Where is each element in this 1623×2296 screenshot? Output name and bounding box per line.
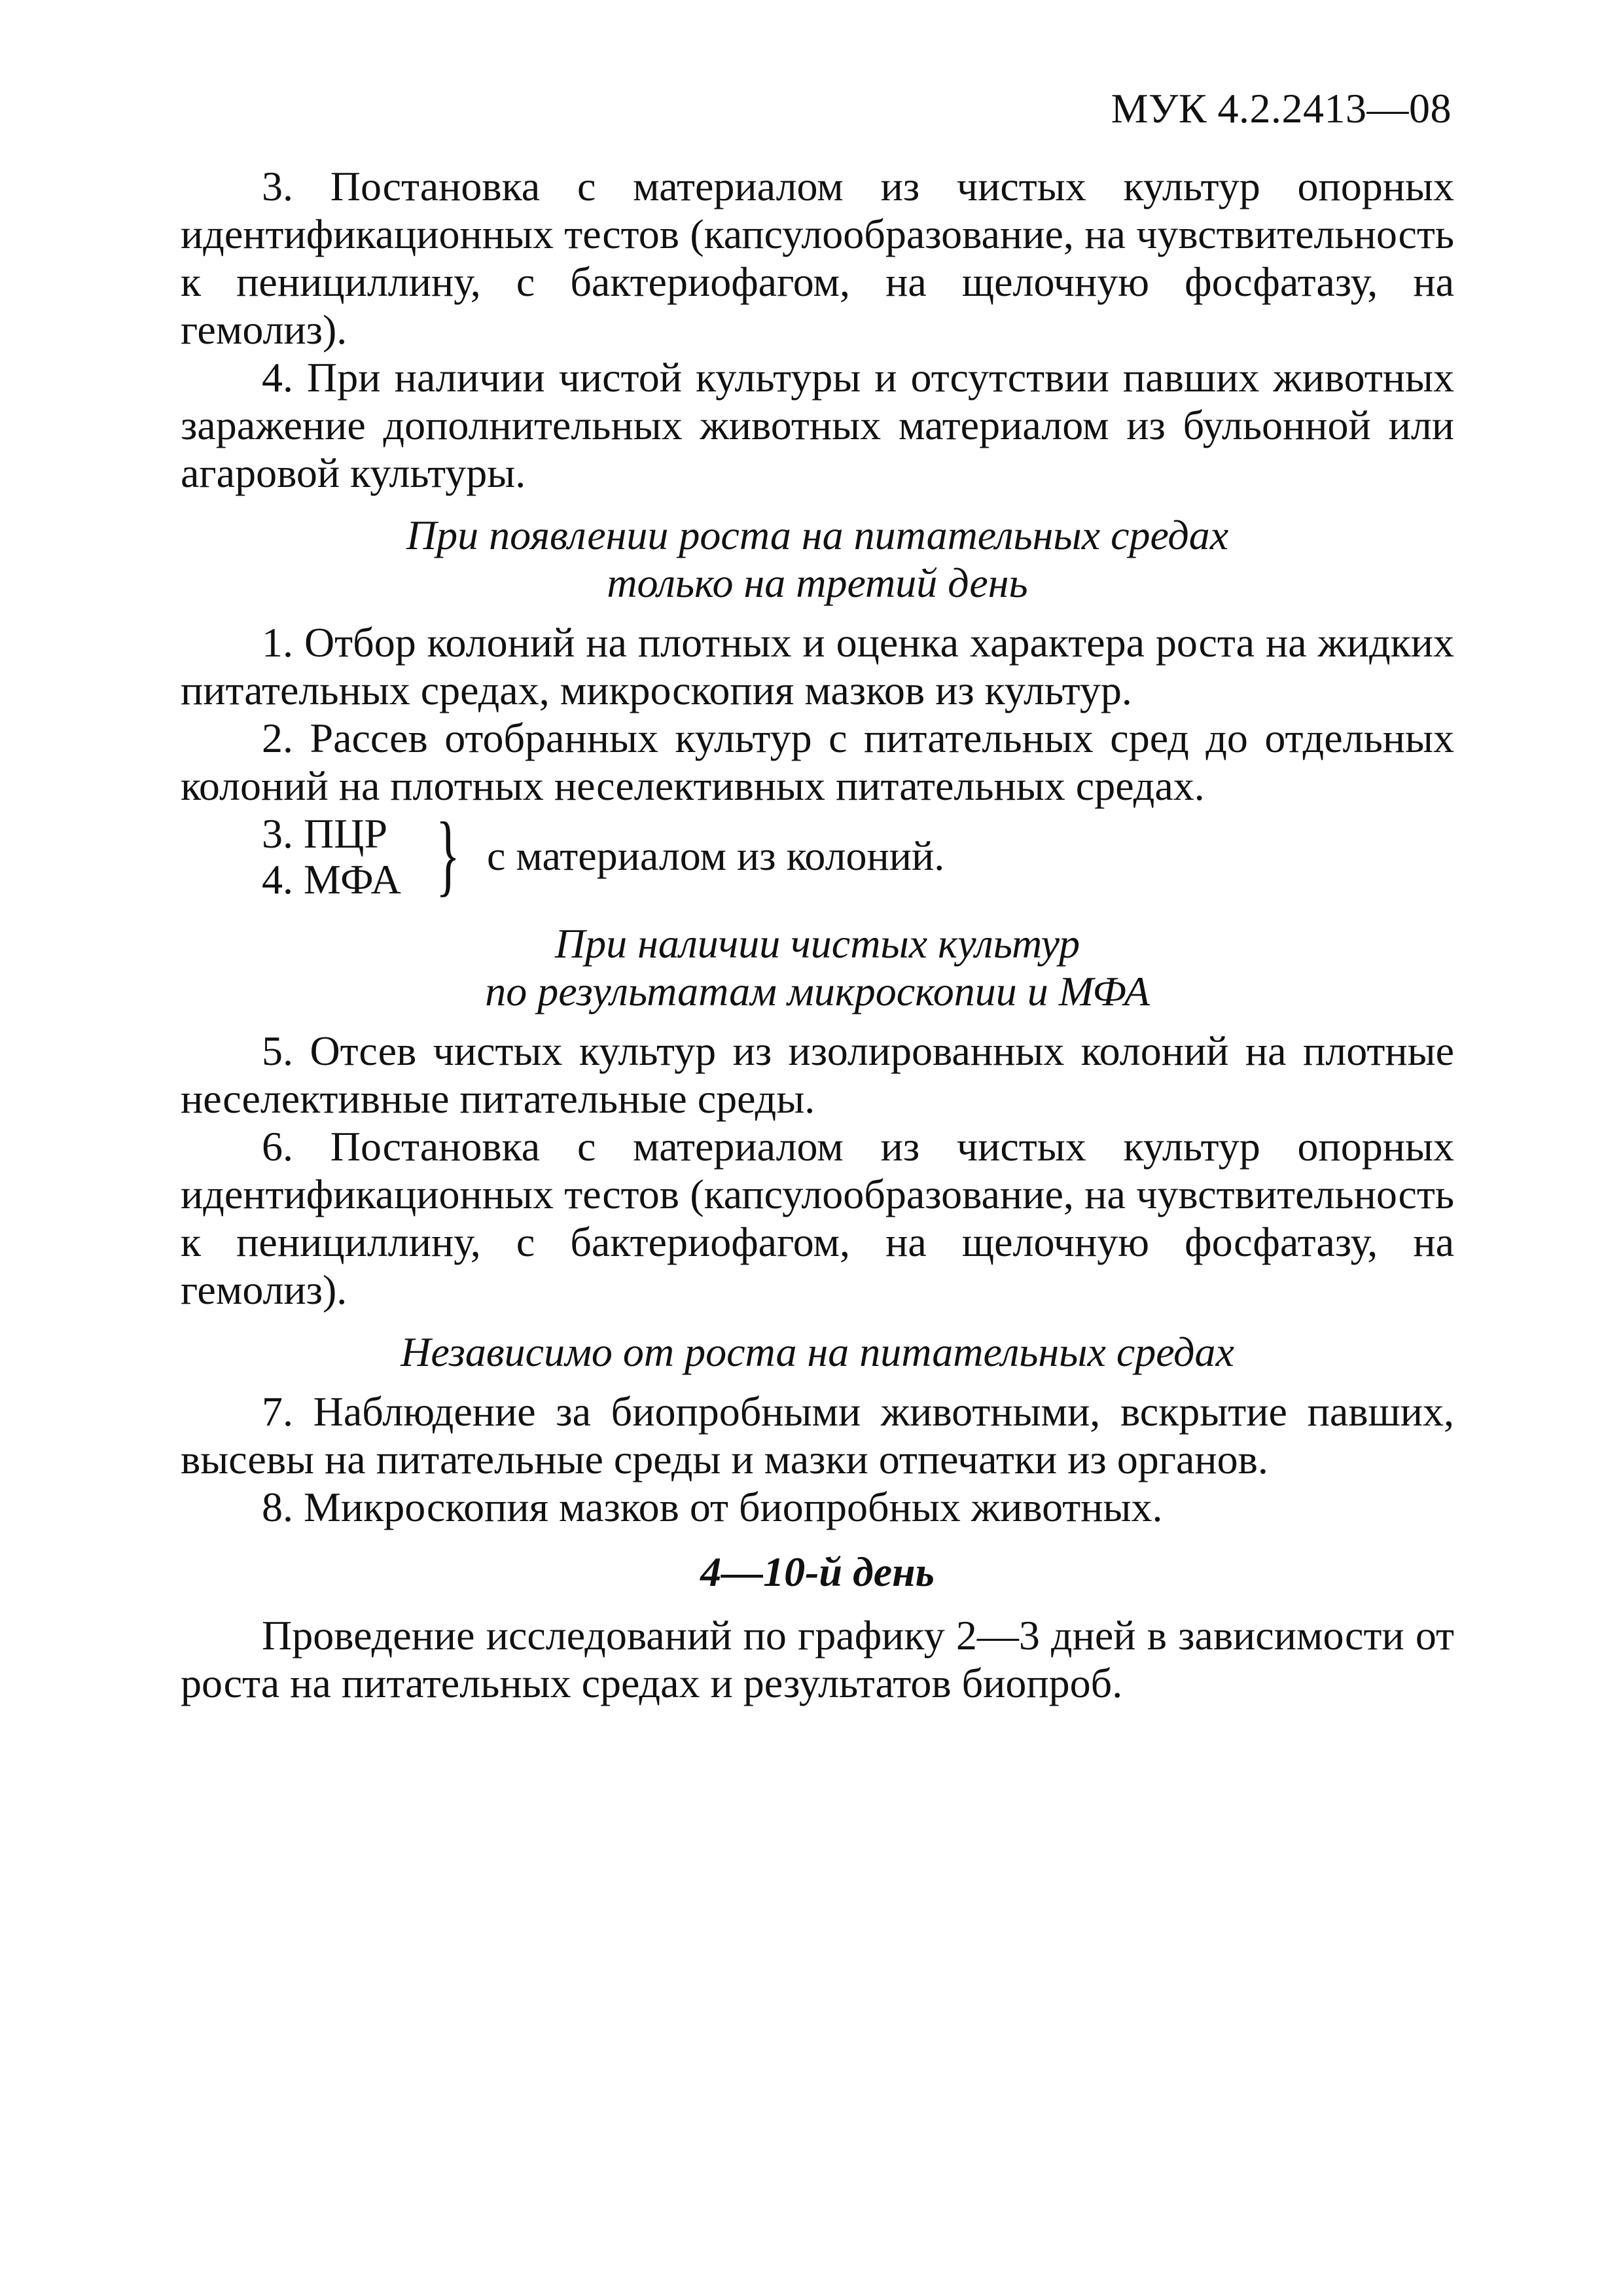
heading-line: только на третий день: [607, 560, 1028, 606]
heading-line: по результатам микроскопии и МФА: [485, 968, 1150, 1014]
heading-line: При появлении роста на питательных средах: [406, 512, 1229, 558]
brace-note: с материалом из колоний.: [487, 833, 945, 879]
list-item-2: 2. Рассев отобранных культур с питательных сред до отдельных колоний на плотных неселективных питательных средах.: [181, 715, 1454, 809]
curly-brace: }: [436, 804, 460, 905]
brace-group: [262, 804, 1454, 905]
paragraph: Проведение исследований по графику 2—3 дней в зависимости от роста на питательных средах и результатов биопроб.: [181, 1612, 1454, 1706]
list-item-4: 4. При наличии чистой культуры и отсутствии павших животных заражение дополнительных животных материалом из бульонной или агаровой культуры.: [181, 354, 1454, 496]
list-item-6: 6. Постановка с материалом из чистых культур опорных идентификационных тестов (капсулообразование, на чувствительность к пенициллину, с бактериофагом, на щелочную фосфатазу, на гемолиз).: [181, 1123, 1454, 1313]
document-code: МУК 4.2.2413—08: [1111, 85, 1452, 132]
list-item-mfa: 4. МФА: [262, 856, 401, 903]
heading-line: Независимо от роста на питательных средах: [401, 1329, 1234, 1375]
list-item-8: 8. Микроскопия мазков от биопробных животных.: [262, 1484, 1163, 1530]
section-heading-pure-cultures: [181, 920, 1454, 1015]
section-heading-independent: [181, 1328, 1454, 1376]
list-item-5: 5. Отсев чистых культур из изолированных колоний на плотные неселективные питательные среды.: [181, 1028, 1454, 1122]
section-heading-third-day: [181, 511, 1454, 607]
day-heading: 4—10-й день: [700, 1549, 935, 1595]
heading-line: При наличии чистых культур: [554, 920, 1080, 967]
document-body: [181, 162, 1454, 1707]
list-item-3: 3. Постановка с материалом из чистых культур опорных идентификационных тестов (капсулообразование, на чувствительность к пенициллину, с бактериофагом, на щелочную фосфатазу, на гемолиз).: [181, 163, 1454, 353]
list-item-1: 1. Отбор колоний на плотных и оценка характера роста на жидких питательных средах, микроскопия мазков из культур.: [181, 619, 1454, 713]
list-item-7: 7. Наблюдение за биопробными животными, вскрытие павших, высевы на питательные среды и мазки отпечатки из органов.: [181, 1388, 1454, 1482]
list-item-pcr: 3. ПЦР: [262, 810, 388, 857]
